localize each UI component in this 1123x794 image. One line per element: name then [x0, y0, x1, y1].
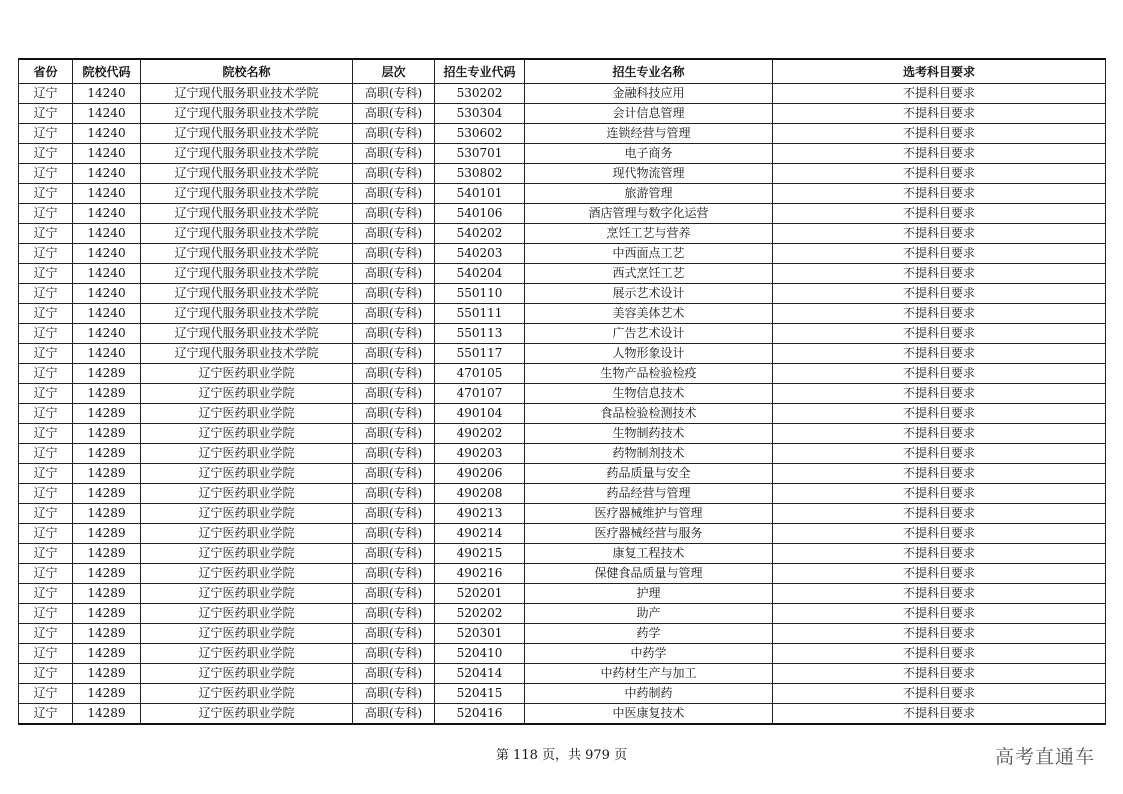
table-row [19, 364, 1106, 384]
table-row [19, 164, 1106, 184]
cell-school-code: 14289 [73, 484, 141, 504]
cell-school-name: 辽宁现代服务职业技术学院 [141, 184, 353, 204]
cell-major-name: 连锁经营与管理 [525, 124, 773, 144]
cell-school-code: 14289 [73, 644, 141, 664]
cell-school-name: 辽宁医药职业学院 [141, 404, 353, 424]
table-row [19, 544, 1106, 564]
cell-major-code: 530602 [435, 124, 525, 144]
cell-school-code: 14289 [73, 664, 141, 684]
cell-major-name: 药品经营与管理 [525, 484, 773, 504]
table-row [19, 624, 1106, 644]
cell-subject-requirement: 不提科目要求 [773, 424, 1106, 444]
cell-school-code: 14240 [73, 224, 141, 244]
table-row [19, 124, 1106, 144]
cell-major-name: 旅游管理 [525, 184, 773, 204]
cell-subject-requirement: 不提科目要求 [773, 184, 1106, 204]
cell-major-code: 490213 [435, 504, 525, 524]
cell-school-name: 辽宁医药职业学院 [141, 364, 353, 384]
cell-school-code: 14240 [73, 204, 141, 224]
cell-major-name: 西式烹饪工艺 [525, 264, 773, 284]
cell-subject-requirement: 不提科目要求 [773, 604, 1106, 624]
cell-school-code: 14289 [73, 364, 141, 384]
cell-school-name: 辽宁医药职业学院 [141, 664, 353, 684]
cell-school-code: 14289 [73, 424, 141, 444]
cell-school-code: 14289 [73, 384, 141, 404]
cell-level: 高职(专科) [353, 684, 435, 704]
cell-school-name: 辽宁医药职业学院 [141, 644, 353, 664]
cell-province: 辽宁 [19, 384, 73, 404]
cell-province: 辽宁 [19, 484, 73, 504]
cell-school-code: 14240 [73, 104, 141, 124]
cell-level: 高职(专科) [353, 124, 435, 144]
cell-school-name: 辽宁现代服务职业技术学院 [141, 344, 353, 364]
cell-major-name: 会计信息管理 [525, 104, 773, 124]
cell-school-name: 辽宁现代服务职业技术学院 [141, 284, 353, 304]
cell-school-code: 14240 [73, 304, 141, 324]
cell-school-name: 辽宁医药职业学院 [141, 524, 353, 544]
cell-province: 辽宁 [19, 164, 73, 184]
table-row [19, 484, 1106, 504]
cell-major-name: 药学 [525, 624, 773, 644]
table-row [19, 524, 1106, 544]
table-row [19, 224, 1106, 244]
cell-major-name: 美容美体艺术 [525, 304, 773, 324]
admission-table [18, 58, 1106, 725]
cell-subject-requirement: 不提科目要求 [773, 304, 1106, 324]
cell-level: 高职(专科) [353, 244, 435, 264]
cell-subject-requirement: 不提科目要求 [773, 664, 1106, 684]
table-row [19, 404, 1106, 424]
cell-school-name: 辽宁医药职业学院 [141, 444, 353, 464]
cell-major-name: 药物制剂技术 [525, 444, 773, 464]
cell-subject-requirement: 不提科目要求 [773, 344, 1106, 364]
cell-school-code: 14240 [73, 124, 141, 144]
cell-school-code: 14240 [73, 84, 141, 104]
table-row [19, 264, 1106, 284]
cell-major-name: 中药材生产与加工 [525, 664, 773, 684]
cell-level: 高职(专科) [353, 584, 435, 604]
cell-major-code: 490215 [435, 544, 525, 564]
cell-major-code: 520202 [435, 604, 525, 624]
cell-level: 高职(专科) [353, 484, 435, 504]
cell-subject-requirement: 不提科目要求 [773, 704, 1106, 725]
cell-major-code: 490203 [435, 444, 525, 464]
cell-level: 高职(专科) [353, 84, 435, 104]
cell-major-code: 490214 [435, 524, 525, 544]
cell-school-name: 辽宁医药职业学院 [141, 584, 353, 604]
cell-school-name: 辽宁现代服务职业技术学院 [141, 244, 353, 264]
cell-major-name: 人物形象设计 [525, 344, 773, 364]
cell-subject-requirement: 不提科目要求 [773, 364, 1106, 384]
cell-major-name: 烹饪工艺与营养 [525, 224, 773, 244]
cell-major-name: 护理 [525, 584, 773, 604]
cell-level: 高职(专科) [353, 504, 435, 524]
cell-subject-requirement: 不提科目要求 [773, 324, 1106, 344]
cell-level: 高职(专科) [353, 564, 435, 584]
cell-major-code: 530304 [435, 104, 525, 124]
cell-level: 高职(专科) [353, 384, 435, 404]
cell-school-code: 14240 [73, 324, 141, 344]
cell-level: 高职(专科) [353, 264, 435, 284]
cell-school-code: 14289 [73, 624, 141, 644]
table-row [19, 644, 1106, 664]
cell-major-name: 广告艺术设计 [525, 324, 773, 344]
table-row [19, 204, 1106, 224]
cell-subject-requirement: 不提科目要求 [773, 644, 1106, 664]
cell-school-name: 辽宁医药职业学院 [141, 484, 353, 504]
header-school-code: 院校代码 [73, 59, 141, 84]
cell-school-name: 辽宁医药职业学院 [141, 464, 353, 484]
cell-level: 高职(专科) [353, 544, 435, 564]
cell-school-name: 辽宁医药职业学院 [141, 624, 353, 644]
cell-school-code: 14240 [73, 144, 141, 164]
cell-major-name: 保健食品质量与管理 [525, 564, 773, 584]
cell-school-name: 辽宁医药职业学院 [141, 704, 353, 725]
cell-major-name: 生物产品检验检疫 [525, 364, 773, 384]
cell-school-code: 14289 [73, 524, 141, 544]
cell-subject-requirement: 不提科目要求 [773, 264, 1106, 284]
cell-level: 高职(专科) [353, 704, 435, 725]
cell-subject-requirement: 不提科目要求 [773, 624, 1106, 644]
cell-major-code: 530701 [435, 144, 525, 164]
cell-subject-requirement: 不提科目要求 [773, 524, 1106, 544]
cell-province: 辽宁 [19, 84, 73, 104]
cell-major-code: 490104 [435, 404, 525, 424]
cell-major-code: 540204 [435, 264, 525, 284]
cell-school-code: 14289 [73, 684, 141, 704]
cell-school-name: 辽宁现代服务职业技术学院 [141, 204, 353, 224]
header-major-code: 招生专业代码 [435, 59, 525, 84]
cell-school-code: 14289 [73, 584, 141, 604]
cell-subject-requirement: 不提科目要求 [773, 124, 1106, 144]
cell-major-code: 520414 [435, 664, 525, 684]
cell-level: 高职(专科) [353, 104, 435, 124]
cell-level: 高职(专科) [353, 144, 435, 164]
cell-major-code: 470107 [435, 384, 525, 404]
cell-province: 辽宁 [19, 284, 73, 304]
cell-level: 高职(专科) [353, 644, 435, 664]
cell-major-code: 550110 [435, 284, 525, 304]
cell-major-name: 生物信息技术 [525, 384, 773, 404]
cell-level: 高职(专科) [353, 344, 435, 364]
cell-province: 辽宁 [19, 104, 73, 124]
cell-level: 高职(专科) [353, 184, 435, 204]
cell-subject-requirement: 不提科目要求 [773, 564, 1106, 584]
cell-subject-requirement: 不提科目要求 [773, 684, 1106, 704]
cell-province: 辽宁 [19, 184, 73, 204]
cell-major-code: 540203 [435, 244, 525, 264]
cell-school-code: 14240 [73, 244, 141, 264]
cell-major-name: 助产 [525, 604, 773, 624]
cell-level: 高职(专科) [353, 324, 435, 344]
cell-school-code: 14289 [73, 504, 141, 524]
cell-school-code: 14289 [73, 464, 141, 484]
cell-major-code: 520416 [435, 704, 525, 725]
cell-level: 高职(专科) [353, 304, 435, 324]
cell-school-name: 辽宁现代服务职业技术学院 [141, 304, 353, 324]
table-row [19, 384, 1106, 404]
cell-level: 高职(专科) [353, 404, 435, 424]
cell-school-code: 14289 [73, 604, 141, 624]
cell-major-code: 490216 [435, 564, 525, 584]
cell-major-name: 中药制药 [525, 684, 773, 704]
cell-province: 辽宁 [19, 504, 73, 524]
cell-province: 辽宁 [19, 304, 73, 324]
cell-major-code: 550111 [435, 304, 525, 324]
cell-major-name: 金融科技应用 [525, 84, 773, 104]
cell-province: 辽宁 [19, 644, 73, 664]
cell-subject-requirement: 不提科目要求 [773, 224, 1106, 244]
header-major-name: 招生专业名称 [525, 59, 773, 84]
cell-school-code: 14240 [73, 184, 141, 204]
cell-province: 辽宁 [19, 364, 73, 384]
cell-major-code: 520410 [435, 644, 525, 664]
header-level: 层次 [353, 59, 435, 84]
cell-subject-requirement: 不提科目要求 [773, 544, 1106, 564]
cell-major-code: 550113 [435, 324, 525, 344]
cell-province: 辽宁 [19, 324, 73, 344]
table-row [19, 564, 1106, 584]
cell-major-code: 540101 [435, 184, 525, 204]
cell-province: 辽宁 [19, 604, 73, 624]
cell-province: 辽宁 [19, 544, 73, 564]
table-row [19, 244, 1106, 264]
cell-subject-requirement: 不提科目要求 [773, 484, 1106, 504]
cell-subject-requirement: 不提科目要求 [773, 164, 1106, 184]
cell-school-code: 14289 [73, 404, 141, 424]
cell-major-code: 530202 [435, 84, 525, 104]
cell-major-code: 540202 [435, 224, 525, 244]
cell-major-code: 490206 [435, 464, 525, 484]
table-row [19, 704, 1106, 725]
cell-major-code: 520201 [435, 584, 525, 604]
cell-school-name: 辽宁医药职业学院 [141, 384, 353, 404]
cell-major-code: 520301 [435, 624, 525, 644]
table-row [19, 584, 1106, 604]
cell-province: 辽宁 [19, 444, 73, 464]
cell-subject-requirement: 不提科目要求 [773, 284, 1106, 304]
cell-level: 高职(专科) [353, 364, 435, 384]
cell-school-name: 辽宁医药职业学院 [141, 424, 353, 444]
cell-level: 高职(专科) [353, 604, 435, 624]
header-subject-requirement: 选考科目要求 [773, 59, 1106, 84]
cell-province: 辽宁 [19, 524, 73, 544]
table-row [19, 144, 1106, 164]
cell-school-name: 辽宁现代服务职业技术学院 [141, 324, 353, 344]
cell-school-name: 辽宁现代服务职业技术学院 [141, 264, 353, 284]
cell-major-code: 540106 [435, 204, 525, 224]
cell-school-code: 14289 [73, 564, 141, 584]
table-row [19, 324, 1106, 344]
cell-school-code: 14289 [73, 704, 141, 725]
cell-school-code: 14240 [73, 264, 141, 284]
cell-level: 高职(专科) [353, 224, 435, 244]
cell-school-name: 辽宁医药职业学院 [141, 604, 353, 624]
table-row [19, 104, 1106, 124]
cell-province: 辽宁 [19, 704, 73, 725]
cell-school-code: 14289 [73, 544, 141, 564]
cell-school-name: 辽宁医药职业学院 [141, 504, 353, 524]
cell-level: 高职(专科) [353, 464, 435, 484]
cell-major-name: 展示艺术设计 [525, 284, 773, 304]
cell-level: 高职(专科) [353, 664, 435, 684]
table-row [19, 304, 1106, 324]
cell-province: 辽宁 [19, 244, 73, 264]
cell-school-name: 辽宁医药职业学院 [141, 684, 353, 704]
cell-major-name: 医疗器械经营与服务 [525, 524, 773, 544]
page-number: 第 118 页，共 979 页 [495, 748, 628, 763]
cell-level: 高职(专科) [353, 284, 435, 304]
header-province: 省份 [19, 59, 73, 84]
cell-level: 高职(专科) [353, 624, 435, 644]
cell-major-name: 生物制药技术 [525, 424, 773, 444]
table-row [19, 344, 1106, 364]
cell-province: 辽宁 [19, 684, 73, 704]
cell-province: 辽宁 [19, 584, 73, 604]
cell-major-name: 中西面点工艺 [525, 244, 773, 264]
cell-major-code: 470105 [435, 364, 525, 384]
table-row [19, 84, 1106, 104]
cell-school-name: 辽宁现代服务职业技术学院 [141, 84, 353, 104]
cell-subject-requirement: 不提科目要求 [773, 84, 1106, 104]
cell-school-name: 辽宁医药职业学院 [141, 564, 353, 584]
cell-school-code: 14240 [73, 344, 141, 364]
cell-major-name: 中药学 [525, 644, 773, 664]
cell-province: 辽宁 [19, 664, 73, 684]
cell-major-name: 电子商务 [525, 144, 773, 164]
cell-province: 辽宁 [19, 564, 73, 584]
cell-major-name: 医疗器械维护与管理 [525, 504, 773, 524]
header-school-name: 院校名称 [141, 59, 353, 84]
cell-major-name: 康复工程技术 [525, 544, 773, 564]
cell-province: 辽宁 [19, 144, 73, 164]
cell-subject-requirement: 不提科目要求 [773, 444, 1106, 464]
cell-level: 高职(专科) [353, 164, 435, 184]
cell-major-name: 现代物流管理 [525, 164, 773, 184]
cell-school-name: 辽宁现代服务职业技术学院 [141, 124, 353, 144]
cell-subject-requirement: 不提科目要求 [773, 204, 1106, 224]
table-row [19, 184, 1106, 204]
cell-subject-requirement: 不提科目要求 [773, 404, 1106, 424]
cell-province: 辽宁 [19, 404, 73, 424]
table-row [19, 684, 1106, 704]
cell-major-code: 490208 [435, 484, 525, 504]
cell-school-code: 14240 [73, 164, 141, 184]
cell-school-name: 辽宁现代服务职业技术学院 [141, 164, 353, 184]
cell-major-code: 530802 [435, 164, 525, 184]
cell-school-code: 14289 [73, 444, 141, 464]
cell-major-code: 490202 [435, 424, 525, 444]
cell-province: 辽宁 [19, 424, 73, 444]
cell-subject-requirement: 不提科目要求 [773, 504, 1106, 524]
cell-major-code: 520415 [435, 684, 525, 704]
cell-level: 高职(专科) [353, 204, 435, 224]
cell-province: 辽宁 [19, 344, 73, 364]
cell-school-name: 辽宁现代服务职业技术学院 [141, 144, 353, 164]
table-row [19, 664, 1106, 684]
cell-province: 辽宁 [19, 624, 73, 644]
table-row [19, 424, 1106, 444]
cell-subject-requirement: 不提科目要求 [773, 104, 1106, 124]
table-header-row [19, 59, 1106, 84]
cell-school-name: 辽宁医药职业学院 [141, 544, 353, 564]
table-row [19, 464, 1106, 484]
cell-subject-requirement: 不提科目要求 [773, 584, 1106, 604]
table-row [19, 504, 1106, 524]
table-row [19, 604, 1106, 624]
cell-level: 高职(专科) [353, 424, 435, 444]
cell-subject-requirement: 不提科目要求 [773, 384, 1106, 404]
cell-major-code: 550117 [435, 344, 525, 364]
cell-school-name: 辽宁现代服务职业技术学院 [141, 224, 353, 244]
cell-major-name: 药品质量与安全 [525, 464, 773, 484]
cell-major-name: 酒店管理与数字化运营 [525, 204, 773, 224]
cell-major-name: 食品检验检测技术 [525, 404, 773, 424]
cell-subject-requirement: 不提科目要求 [773, 244, 1106, 264]
cell-school-name: 辽宁现代服务职业技术学院 [141, 104, 353, 124]
cell-province: 辽宁 [19, 224, 73, 244]
cell-level: 高职(专科) [353, 444, 435, 464]
cell-province: 辽宁 [19, 264, 73, 284]
cell-school-code: 14240 [73, 284, 141, 304]
table-row [19, 284, 1106, 304]
cell-major-name: 中医康复技术 [525, 704, 773, 725]
cell-level: 高职(专科) [353, 524, 435, 544]
cell-subject-requirement: 不提科目要求 [773, 144, 1106, 164]
watermark-logo: 高考直通车 [994, 746, 1095, 768]
table-row [19, 444, 1106, 464]
cell-subject-requirement: 不提科目要求 [773, 464, 1106, 484]
cell-province: 辽宁 [19, 204, 73, 224]
cell-province: 辽宁 [19, 124, 73, 144]
cell-province: 辽宁 [19, 464, 73, 484]
